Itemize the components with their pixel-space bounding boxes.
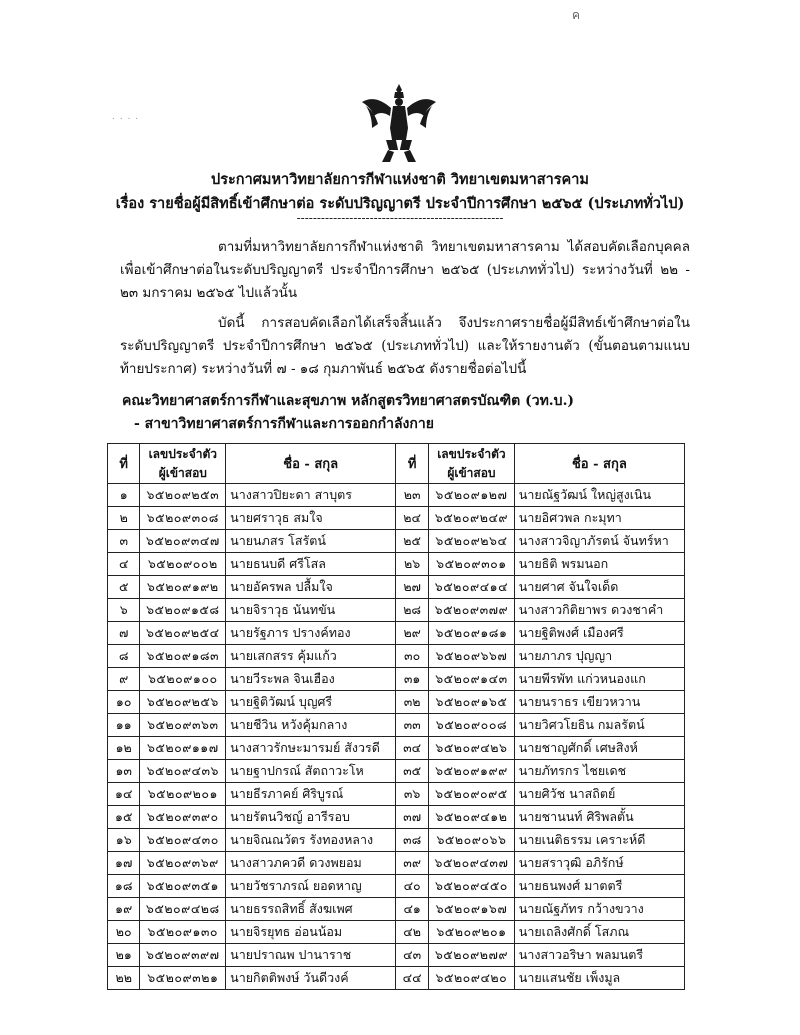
cell-code2: ๖๕๒๐๙๓๗๙ bbox=[429, 599, 515, 622]
cell-name1: นางสาวรักษะมารมย์ สังวรดี bbox=[226, 737, 396, 760]
cell-code1: ๖๕๒๐๙๔๓๖ bbox=[140, 760, 226, 783]
cell-no1: ๙ bbox=[108, 668, 140, 691]
table-row bbox=[108, 714, 685, 737]
cell-name1: นายธีรภาคย์ ศิริบูรณ์ bbox=[226, 783, 396, 806]
cell-no2: ๓๗ bbox=[396, 806, 429, 829]
cell-no2: ๓๙ bbox=[396, 852, 429, 875]
table-row bbox=[108, 760, 685, 783]
cell-no1: ๑ bbox=[108, 484, 140, 507]
cell-code2: ๖๕๒๐๙๒๗๙ bbox=[429, 944, 515, 967]
table-body bbox=[108, 484, 685, 990]
admission-table bbox=[107, 443, 685, 990]
cell-code1: ๖๕๒๐๙๑๐๐ bbox=[140, 668, 226, 691]
cell-no1: ๑๘ bbox=[108, 875, 140, 898]
cell-code1: ๖๕๒๐๙๒๕๔ bbox=[140, 622, 226, 645]
cell-code2: ๖๕๒๐๙๒๐๑ bbox=[429, 921, 515, 944]
cell-no1: ๖ bbox=[108, 599, 140, 622]
cell-name2: นายแสนชัย เพ็งมูล bbox=[514, 967, 684, 990]
cell-no1: ๑๔ bbox=[108, 783, 140, 806]
cell-name1: นายเสกสรร คุ้มแก้ว bbox=[226, 645, 396, 668]
header-code bbox=[140, 444, 226, 484]
cell-code1: ๖๕๒๐๙๒๕๓ bbox=[140, 484, 226, 507]
cell-code1: ๖๕๒๐๙๔๒๘ bbox=[140, 898, 226, 921]
cell-no1: ๕ bbox=[108, 576, 140, 599]
table-row bbox=[108, 691, 685, 714]
cell-name2: นางสาวอริษา พลมนตรี bbox=[514, 944, 684, 967]
cell-no2: ๔๓ bbox=[396, 944, 429, 967]
cell-code1: ๖๕๒๐๙๐๐๒ bbox=[140, 553, 226, 576]
header-name-2: ชื่อ - สกุล bbox=[514, 444, 684, 484]
cell-name1: นายจิณณวัตร รังทองหลาง bbox=[226, 829, 396, 852]
cell-no2: ๔๔ bbox=[396, 967, 429, 990]
cell-code1: ๖๕๒๐๙๓๙๐ bbox=[140, 806, 226, 829]
garuda-emblem-icon bbox=[360, 82, 438, 164]
cell-name2: นายพีรพัท แก่วหนองแก bbox=[514, 668, 684, 691]
cell-code1: ๖๕๒๐๙๓๕๑ bbox=[140, 875, 226, 898]
table-header-row bbox=[108, 444, 685, 484]
table-row bbox=[108, 806, 685, 829]
cell-code1: ๖๕๒๐๙๑๕๘ bbox=[140, 599, 226, 622]
table-row bbox=[108, 852, 685, 875]
cell-code2: ๖๕๒๐๙๐๐๘ bbox=[429, 714, 515, 737]
header-code-line1-2: เลขประจำตัว bbox=[437, 446, 506, 461]
cell-name2: นายชานนท์ ศิริพลตั้น bbox=[514, 806, 684, 829]
table-row bbox=[108, 645, 685, 668]
cell-code1: ๖๕๒๐๙๑๑๗ bbox=[140, 737, 226, 760]
table-row bbox=[108, 737, 685, 760]
cell-code2: ๖๕๒๐๙๓๐๑ bbox=[429, 553, 515, 576]
cell-code1: ๖๕๒๐๙๓๙๗ bbox=[140, 944, 226, 967]
cell-no1: ๒๐ bbox=[108, 921, 140, 944]
cell-no1: ๒๒ bbox=[108, 967, 140, 990]
cell-no2: ๒๘ bbox=[396, 599, 429, 622]
cell-name1: นายรัฐภาร ปรางค์ทอง bbox=[226, 622, 396, 645]
cell-code1: ๖๕๒๐๙๒๕๖ bbox=[140, 691, 226, 714]
cell-no2: ๓๔ bbox=[396, 737, 429, 760]
cell-name1: นายปราณพ ปานาราช bbox=[226, 944, 396, 967]
cell-name1: นางสาวปิยะดา สาบุตร bbox=[226, 484, 396, 507]
cell-name1: นายอัครพล ปลื้มใจ bbox=[226, 576, 396, 599]
cell-code1: ๖๕๒๐๙๒๐๑ bbox=[140, 783, 226, 806]
cell-name2: นายนราธร เขียวหวาน bbox=[514, 691, 684, 714]
cell-code2: ๖๕๒๐๙๑๔๓ bbox=[429, 668, 515, 691]
cell-no1: ๒๑ bbox=[108, 944, 140, 967]
header-code-line2-2: ผู้เข้าสอบ bbox=[447, 465, 496, 480]
cell-code1: ๖๕๒๐๙๑๓๐ bbox=[140, 921, 226, 944]
cell-name2: นายวิศวโยธิน กมลรัตน์ bbox=[514, 714, 684, 737]
corner-mark: ค bbox=[572, 8, 581, 22]
cell-no2: ๓๖ bbox=[396, 783, 429, 806]
cell-code2: ๖๕๒๐๙๔๓๗ bbox=[429, 852, 515, 875]
cell-name1: นายนภสร โสรัตน์ bbox=[226, 530, 396, 553]
cell-no1: ๑๐ bbox=[108, 691, 140, 714]
table-row bbox=[108, 967, 685, 990]
cell-code1: ๖๕๒๐๙๓๖๓ bbox=[140, 714, 226, 737]
cell-name2: นายเนติธรรม เคราะห์ดี bbox=[514, 829, 684, 852]
cell-code2: ๖๕๒๐๙๑๙๙ bbox=[429, 760, 515, 783]
cell-no1: ๑๑ bbox=[108, 714, 140, 737]
cell-code2: ๖๕๒๐๙๒๖๔ bbox=[429, 530, 515, 553]
cell-name2: นายเถลิงศักดิ์ โสภณ bbox=[514, 921, 684, 944]
cell-no1: ๔ bbox=[108, 553, 140, 576]
table-row bbox=[108, 921, 685, 944]
cell-code1: ๖๕๒๐๙๑๙๒ bbox=[140, 576, 226, 599]
cell-no2: ๔๒ bbox=[396, 921, 429, 944]
cell-code2: ๖๕๒๐๙๐๖๖ bbox=[429, 829, 515, 852]
cell-code2: ๖๕๒๐๙๔๑๔ bbox=[429, 576, 515, 599]
announcement-paragraph: บัดนี้ การสอบคัดเลือกได้เสร็จสิ้นแล้ว จึงประกาศรายชื่อผู้มีสิทธ์เข้าศึกษาต่อในระดับปริญญาตรี ประจำปีการศึกษา ๒๕๖๕ (ประเภททั่วไป) และให้รายงานตัว (ขั้นตอนตามแนบท้ายประกาศ) ระหว่างวันที่ ๗ - ๑๘ กุมภาพันธ์ ๒๕๖๕ ดังรายชื่อต่อไปนี้ bbox=[120, 315, 690, 377]
table-row bbox=[108, 898, 685, 921]
cell-name2: นายชาญศักดิ์ เศษสิงห์ bbox=[514, 737, 684, 760]
table-row bbox=[108, 829, 685, 852]
cell-name2: นางสาวจิญาภัรตน์ จันทร์หา bbox=[514, 530, 684, 553]
cell-no1: ๑๓ bbox=[108, 760, 140, 783]
cell-code2: ๖๕๒๐๙๑๘๑ bbox=[429, 622, 515, 645]
cell-code2: ๖๕๒๐๙๔๕๐ bbox=[429, 875, 515, 898]
table-row bbox=[108, 668, 685, 691]
cell-code2: ๖๕๒๐๙๑๖๕ bbox=[429, 691, 515, 714]
cell-no2: ๒๖ bbox=[396, 553, 429, 576]
header-code-line1: เลขประจำตัว bbox=[148, 446, 218, 461]
cell-name1: นายวัชราภรณ์ ยอดหาญ bbox=[226, 875, 396, 898]
cell-no2: ๓๘ bbox=[396, 829, 429, 852]
cell-name1: นายชีวิน หวังคุ้มกลาง bbox=[226, 714, 396, 737]
intro-paragraph: ตามที่มหาวิทยาลัยการกีฬาแห่งชาติ วิทยาเขตมหาสารคาม ได้สอบคัดเลือกบุคคลเพื่อเข้าศึกษาต่อในระดับปริญญาตรี ประจำปีการศึกษา ๒๕๖๕ (ประเภททั่วไป) ระหว่างวันที่ ๒๒ - ๒๓ มกราคม ๒๕๖๕ ไปแล้วนั้น bbox=[120, 239, 690, 301]
cell-name1: นายจิราวุธ นันทขัน bbox=[226, 599, 396, 622]
cell-name2: นายศาศ จันใจเด็ด bbox=[514, 576, 684, 599]
cell-code2: ๖๕๒๐๙๖๖๗ bbox=[429, 645, 515, 668]
cell-no2: ๔๐ bbox=[396, 875, 429, 898]
cell-no1: ๑๕ bbox=[108, 806, 140, 829]
header-code-2 bbox=[429, 444, 515, 484]
table-row bbox=[108, 507, 685, 530]
cell-no2: ๒๙ bbox=[396, 622, 429, 645]
cell-code1: ๖๕๒๐๙๓๔๗ bbox=[140, 530, 226, 553]
cell-no2: ๒๓ bbox=[396, 484, 429, 507]
cell-code1: ๖๕๒๐๙๓๖๙ bbox=[140, 852, 226, 875]
cell-no2: ๒๗ bbox=[396, 576, 429, 599]
cell-name1: นายรัตนวิชญ์ อารีรอบ bbox=[226, 806, 396, 829]
table-row bbox=[108, 484, 685, 507]
margin-dots: . . . . bbox=[112, 112, 140, 122]
cell-name1: นายศราวุธ สมใจ bbox=[226, 507, 396, 530]
cell-code2: ๖๕๒๐๙๔๒๖ bbox=[429, 737, 515, 760]
cell-name1: นางสาวภควดี ดวงพยอม bbox=[226, 852, 396, 875]
cell-no2: ๒๕ bbox=[396, 530, 429, 553]
cell-no2: ๓๒ bbox=[396, 691, 429, 714]
cell-code2: ๖๕๒๐๙๑๖๗ bbox=[429, 898, 515, 921]
cell-name2: นายณัฐภัทร กว้างขวาง bbox=[514, 898, 684, 921]
header-code-line2: ผู้เข้าสอบ bbox=[158, 465, 207, 480]
cell-no2: ๓๕ bbox=[396, 760, 429, 783]
cell-name1: นายวีระพล จินเฮือง bbox=[226, 668, 396, 691]
table-row bbox=[108, 783, 685, 806]
cell-name2: นายภัทรกร ไชยเดช bbox=[514, 760, 684, 783]
cell-name1: นายฐิติวัฒน์ บุญศรี bbox=[226, 691, 396, 714]
table-row bbox=[108, 553, 685, 576]
cell-code2: ๖๕๒๐๙๔๒๐ bbox=[429, 967, 515, 990]
header-no-2: ที่ bbox=[396, 444, 429, 484]
cell-name2: นายณัฐวัฒน์ ใหญ่สูงเนิน bbox=[514, 484, 684, 507]
cell-code2: ๖๕๒๐๙๑๒๗ bbox=[429, 484, 515, 507]
cell-no1: ๑๗ bbox=[108, 852, 140, 875]
cell-no2: ๓๑ bbox=[396, 668, 429, 691]
cell-no1: ๒ bbox=[108, 507, 140, 530]
cell-no2: ๔๑ bbox=[396, 898, 429, 921]
cell-code1: ๖๕๒๐๙๓๐๘ bbox=[140, 507, 226, 530]
cell-name2: นายธิติ พรมนอก bbox=[514, 553, 684, 576]
header-no: ที่ bbox=[108, 444, 140, 484]
table-row bbox=[108, 530, 685, 553]
cell-no2: ๓๐ bbox=[396, 645, 429, 668]
cell-no2: ๒๔ bbox=[396, 507, 429, 530]
table-row bbox=[108, 944, 685, 967]
table-row bbox=[108, 622, 685, 645]
cell-no2: ๓๓ bbox=[396, 714, 429, 737]
table-row bbox=[108, 576, 685, 599]
cell-name2: นายสราวุฒิ อภิรักษ์ bbox=[514, 852, 684, 875]
major-heading: - สาขาวิทยาศาสตร์การกีฬาและการออกกำลังกาย bbox=[134, 416, 434, 432]
cell-code1: ๖๕๒๐๙๓๒๑ bbox=[140, 967, 226, 990]
cell-code2: ๖๕๒๐๙๒๔๙ bbox=[429, 507, 515, 530]
cell-name2: นางสาวกิติยาพร ดวงชาคำ bbox=[514, 599, 684, 622]
cell-code2: ๖๕๒๐๙๔๑๒ bbox=[429, 806, 515, 829]
header-name: ชื่อ - สกุล bbox=[226, 444, 396, 484]
cell-no1: ๗ bbox=[108, 622, 140, 645]
table-row bbox=[108, 599, 685, 622]
cell-name1: นายจิรยุทธ อ่อนน้อม bbox=[226, 921, 396, 944]
announcement-title: ประกาศมหาวิทยาลัยการกีฬาแห่งชาติ วิทยาเขตมหาสารคาม bbox=[211, 171, 589, 188]
cell-no1: ๓ bbox=[108, 530, 140, 553]
cell-no1: ๘ bbox=[108, 645, 140, 668]
cell-name2: นายอิศวพล กะมุทา bbox=[514, 507, 684, 530]
title-separator: --------------------------------------------------- bbox=[296, 211, 504, 225]
cell-name2: นายฐิติพงศ์ เมืองศรี bbox=[514, 622, 684, 645]
cell-code1: ๖๕๒๐๙๔๓๐ bbox=[140, 829, 226, 852]
cell-name1: นายฐาปกรณ์ สัตถาวะโห bbox=[226, 760, 396, 783]
cell-name1: นายธรรถสิทธิ์ สังฆเพศ bbox=[226, 898, 396, 921]
cell-name2: นายศิวัช นาสถิตย์ bbox=[514, 783, 684, 806]
table-row bbox=[108, 875, 685, 898]
cell-code1: ๖๕๒๐๙๑๘๓ bbox=[140, 645, 226, 668]
faculty-heading: คณะวิทยาศาสตร์การกีฬาและสุขภาพ หลักสูตรวิทยาศาสตรบัณฑิต (วท.บ.) bbox=[122, 393, 575, 409]
announcement-subject: เรื่อง รายชื่อผู้มีสิทธิ์เข้าศึกษาต่อ ระดับปริญญาตรี ประจำปีการศึกษา ๒๕๖๕ (ประเภททั่วไป) bbox=[115, 195, 685, 212]
cell-name2: นายภาภร ปุญญา bbox=[514, 645, 684, 668]
cell-name2: นายธนพงศ์ มาตตรี bbox=[514, 875, 684, 898]
cell-name1: นายธนบดี ศรีโสล bbox=[226, 553, 396, 576]
cell-no1: ๑๖ bbox=[108, 829, 140, 852]
cell-no1: ๑๒ bbox=[108, 737, 140, 760]
cell-code2: ๖๕๒๐๙๐๙๕ bbox=[429, 783, 515, 806]
cell-name1: นายกิตติพงษ์ วันดีวงค์ bbox=[226, 967, 396, 990]
cell-no1: ๑๙ bbox=[108, 898, 140, 921]
